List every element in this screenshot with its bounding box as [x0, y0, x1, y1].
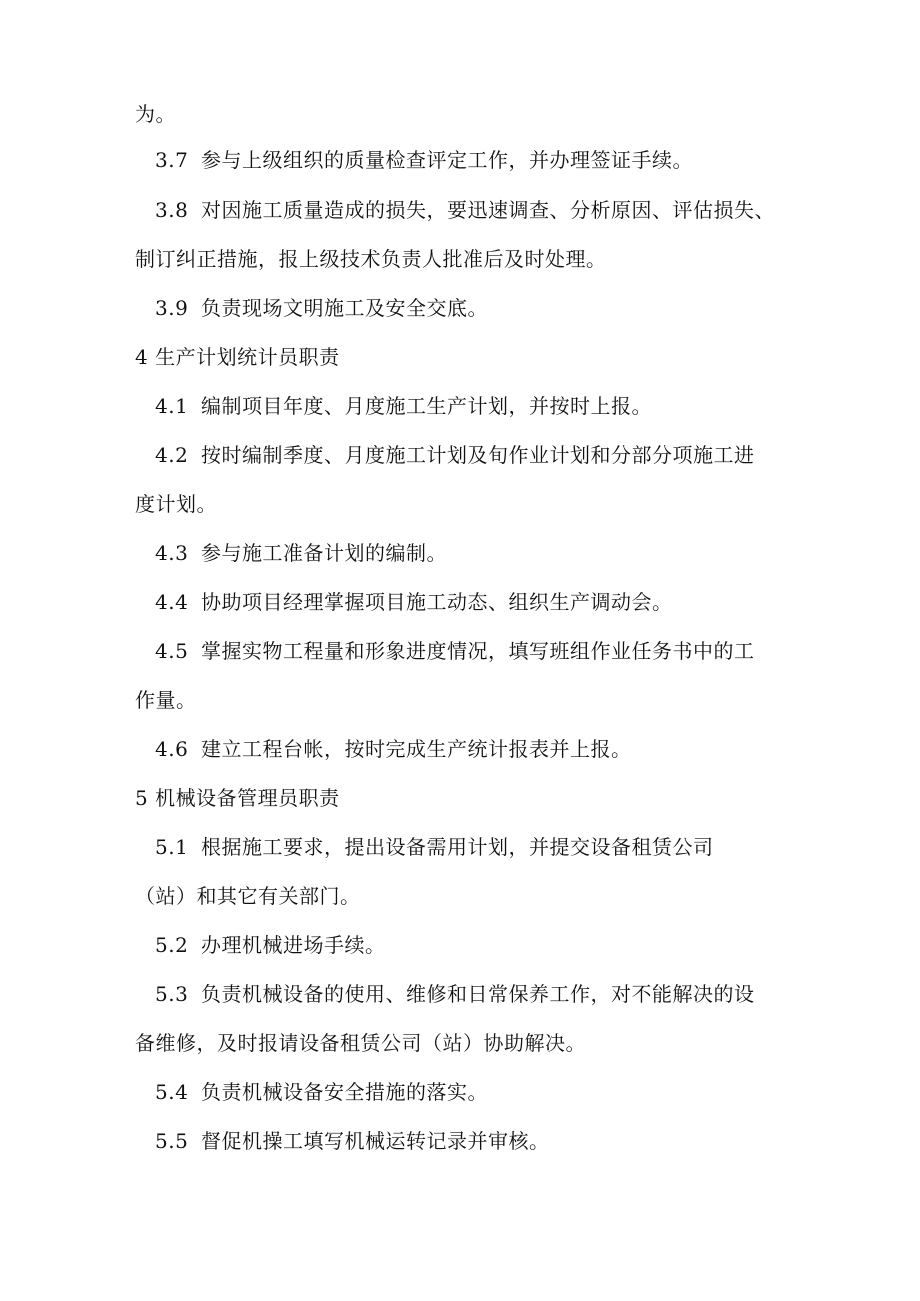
item-text: 负责机械设备的使用、维修和日常保养工作，对不能解决的设 [201, 982, 755, 1006]
item-text: 掌握实物工程量和形象进度情况，填写班组作业任务书中的工 [201, 639, 755, 663]
item-number: 5.4 [155, 1080, 189, 1104]
list-item-4-3 [155, 539, 815, 567]
list-item-4-2 [155, 441, 815, 469]
item-number: 4.6 [155, 737, 189, 761]
list-item-5-2 [155, 931, 815, 959]
list-item-5-4 [155, 1078, 815, 1106]
list-item-3-7 [155, 146, 815, 174]
item-text: 参与施工准备计划的编制。 [201, 541, 447, 565]
item-text: 编制项目年度、月度施工生产计划，并按时上报。 [201, 394, 652, 418]
list-item-5-5 [155, 1127, 815, 1155]
list-item-4-6 [155, 735, 815, 763]
list-item-4-5 [155, 637, 815, 665]
item-number: 3.8 [155, 198, 189, 222]
text-line: 为。 [135, 102, 176, 126]
item-number: 3.9 [155, 296, 189, 320]
item-text: 建立工程台帐，按时完成生产统计报表并上报。 [201, 737, 632, 761]
text-line: 制订纠正措施，报上级技术负责人批准后及时处理。 [135, 247, 607, 271]
section-heading-4: 4 生产计划统计员职责 [135, 345, 340, 369]
item-number: 5.2 [155, 933, 189, 957]
list-item-5-1 [155, 833, 815, 861]
item-number: 4.1 [155, 394, 189, 418]
item-text: 按时编制季度、月度施工计划及旬作业计划和分部分项施工进 [201, 443, 755, 467]
text-line: （站）和其它有关部门。 [135, 884, 361, 908]
item-text: 负责现场文明施工及安全交底。 [201, 296, 488, 320]
item-text: 督促机操工填写机械运转记录并审核。 [201, 1129, 550, 1153]
item-number: 5.5 [155, 1129, 189, 1153]
section-heading-5: 5 机械设备管理员职责 [135, 786, 340, 810]
item-number: 3.7 [155, 148, 189, 172]
list-item-4-1 [155, 392, 815, 420]
item-text: 对因施工质量造成的损失，要迅速调查、分析原因、评估损失、 [201, 198, 775, 222]
item-text: 根据施工要求，提出设备需用计划，并提交设备租赁公司 [201, 835, 714, 859]
text-line: 备维修，及时报请设备租赁公司（站）协助解决。 [135, 1031, 586, 1055]
item-text: 参与上级组织的质量检查评定工作，并办理签证手续。 [201, 148, 693, 172]
item-text: 协助项目经理掌握项目施工动态、组织生产调动会。 [201, 590, 673, 614]
list-item-3-8 [155, 196, 815, 224]
item-number: 5.3 [155, 982, 189, 1006]
item-number: 4.2 [155, 443, 189, 467]
list-item-3-9 [155, 294, 815, 322]
list-item-4-4 [155, 588, 815, 616]
text-line: 度计划。 [135, 492, 217, 516]
item-number: 4.5 [155, 639, 189, 663]
item-number: 4.3 [155, 541, 189, 565]
text-line: 作量。 [135, 688, 197, 712]
item-text: 办理机械进场手续。 [201, 933, 386, 957]
item-text: 负责机械设备安全措施的落实。 [201, 1080, 488, 1104]
item-number: 5.1 [155, 835, 189, 859]
item-number: 4.4 [155, 590, 189, 614]
list-item-5-3 [155, 980, 815, 1008]
